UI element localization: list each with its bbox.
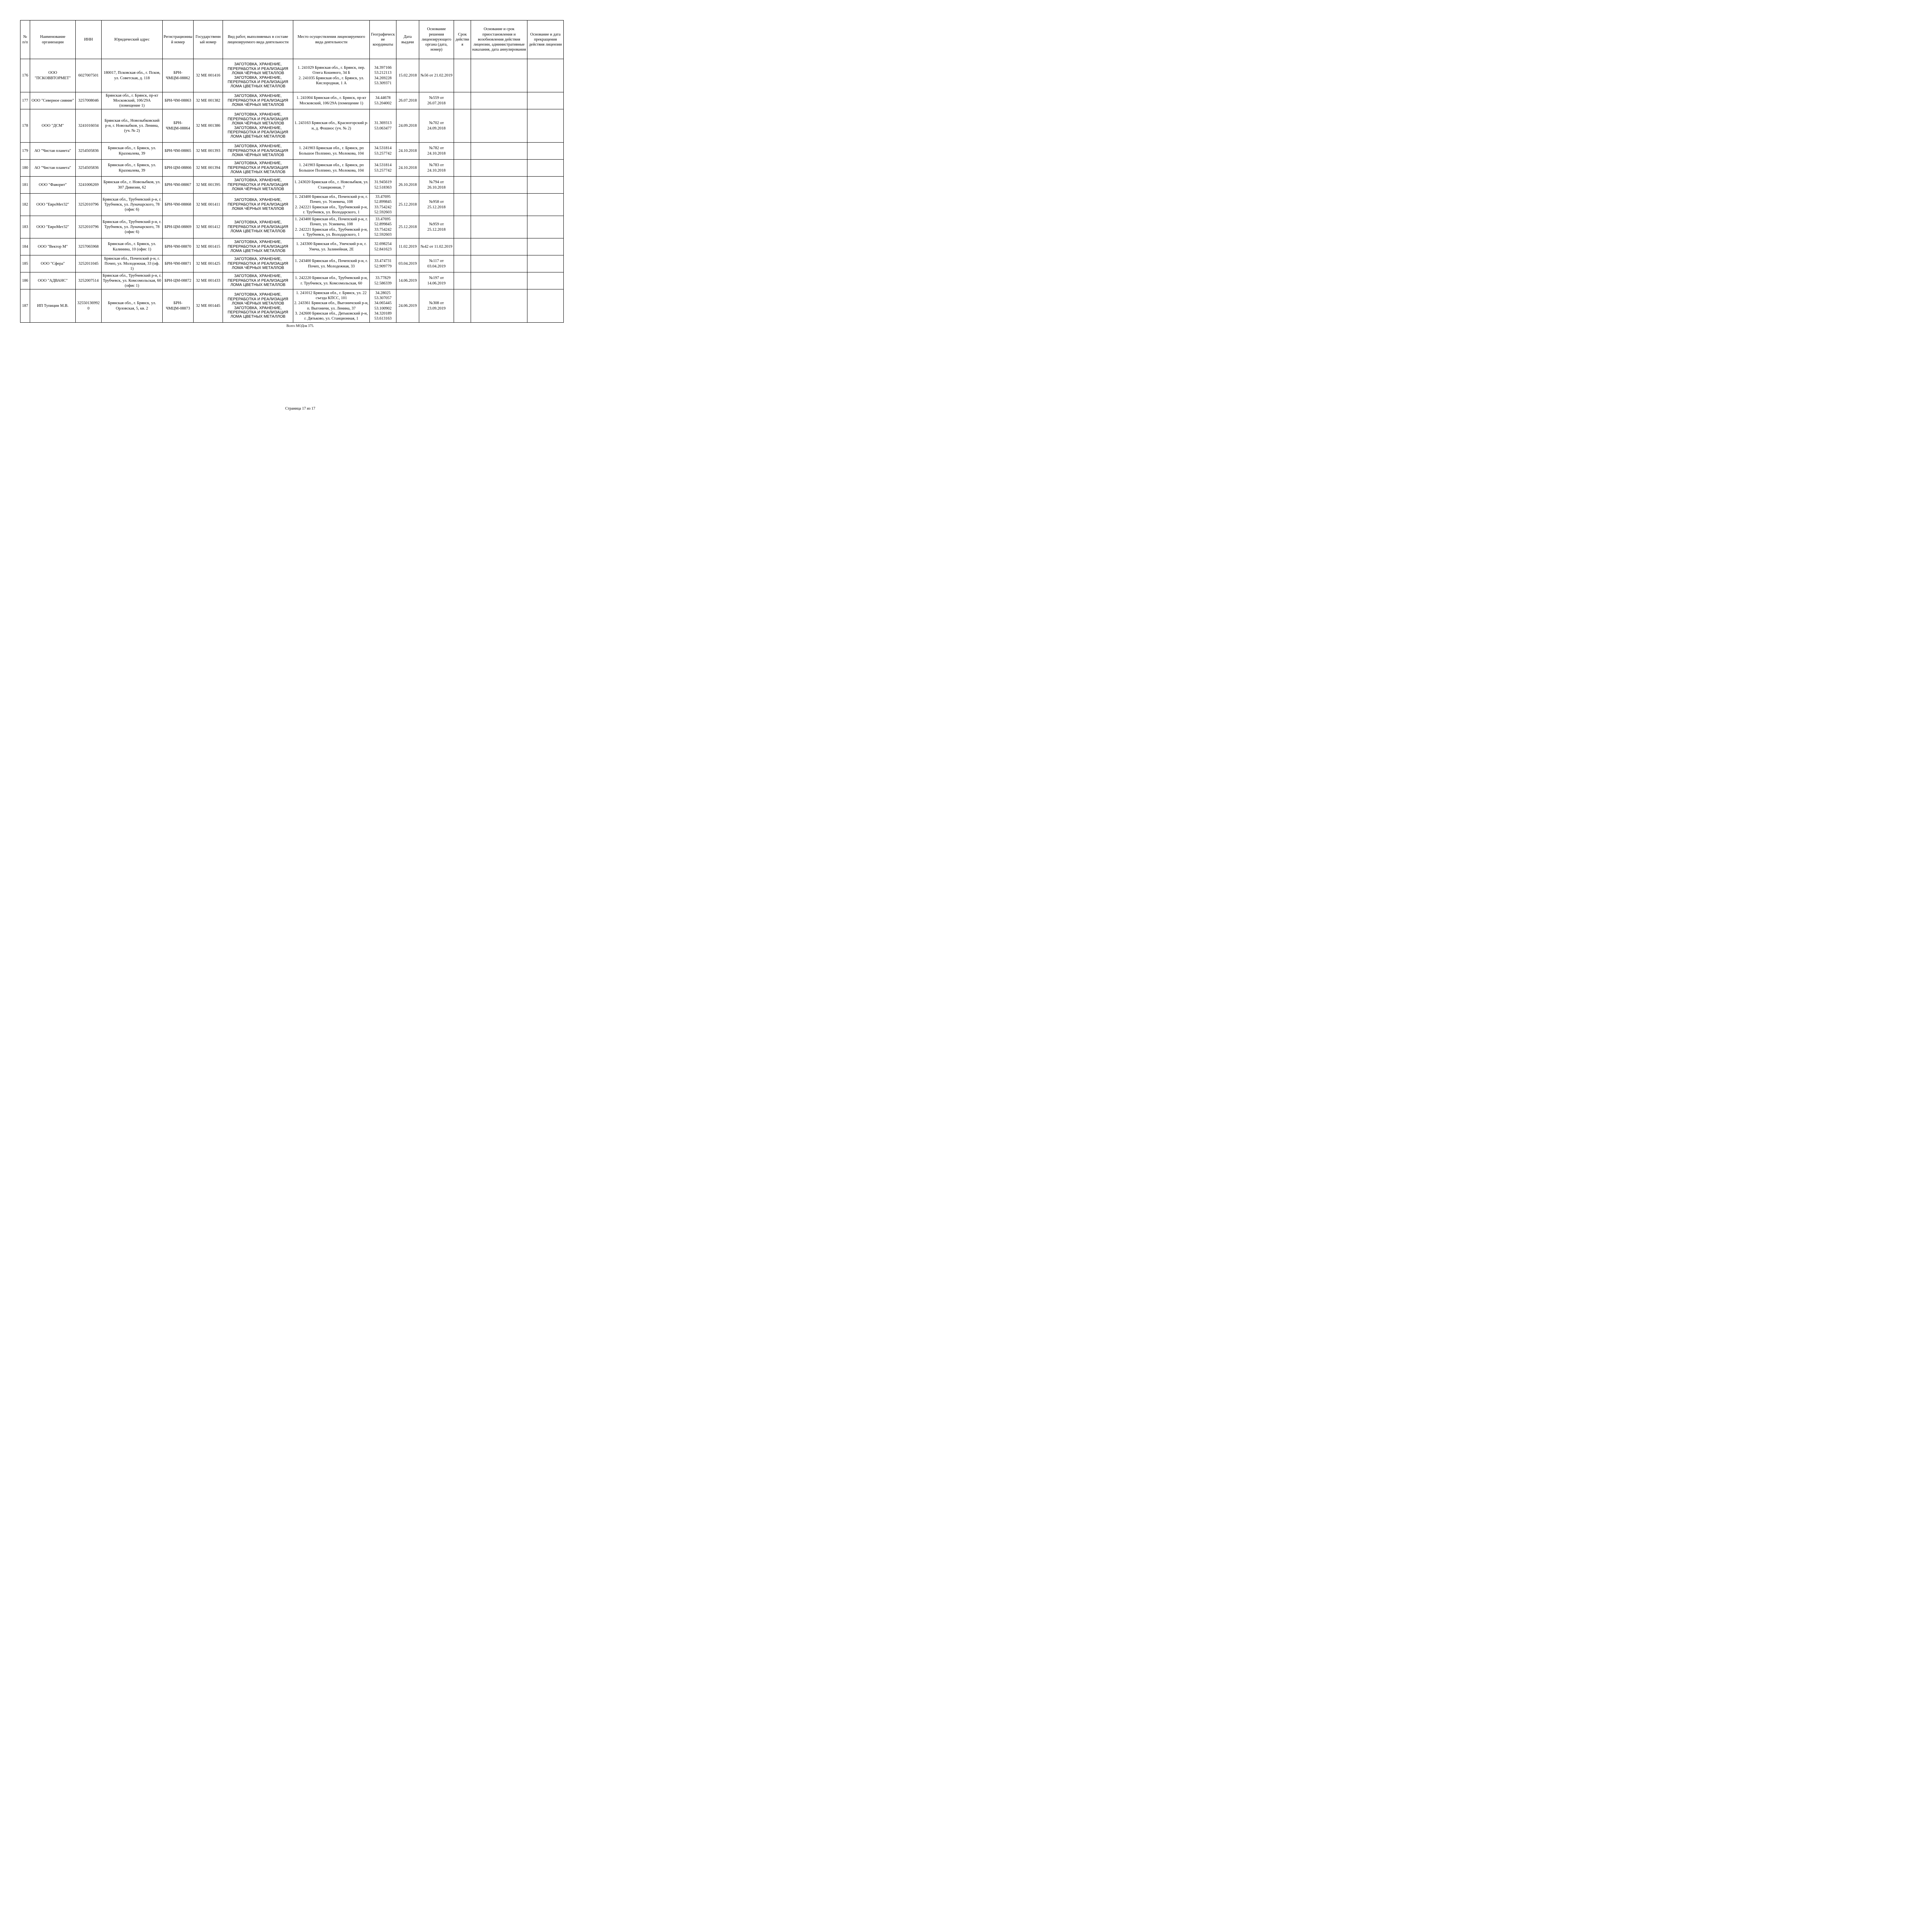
registration-number: БРН-ЧМ-08868 <box>163 194 194 216</box>
row-number: 186 <box>20 272 30 289</box>
legal-address: Брянская обл., г. Брянск, ул. Крахмалева, 39 <box>102 160 163 177</box>
column-header-validity: Срок действия <box>454 20 471 59</box>
issue-date: 25.12.2018 <box>396 194 419 216</box>
decision-basis: №794 от 26.10.2018 <box>419 177 454 194</box>
column-header-place: Место осуществления лицензируемого вида деятельности <box>293 20 370 59</box>
work-type-line: ЗАГОТОВКА, ХРАНЕНИЕ, <box>234 178 282 183</box>
table-header-row <box>20 20 564 59</box>
column-header-organization: Наименование организации <box>30 20 76 59</box>
work-type-line: ЛОМА ЧЁРНЫХ МЕТАЛЛОВ <box>231 187 284 192</box>
table-row <box>20 177 564 194</box>
work-type-line: ПЕРЕРАБОТКА И РЕАЛИЗАЦИЯ <box>228 244 288 249</box>
work-type-line: ЗАГОТОВКА, ХРАНЕНИЕ, <box>234 274 282 279</box>
column-header-decision-basis: Основание решения лицензирующего органа (дата, номер) <box>419 20 454 59</box>
work-type-line: ЗАГОТОВКА, ХРАНЕНИЕ, <box>234 126 282 130</box>
decision-basis: №56 от 21.02.2019 <box>419 59 454 92</box>
coordinates <box>370 194 396 216</box>
inn-value: 3252007514 <box>76 272 102 289</box>
registration-number: БРН-ЦМ-08869 <box>163 216 194 238</box>
row-number: 178 <box>20 109 30 143</box>
row-number: 184 <box>20 238 30 255</box>
column-header-legal-address: Юридический адрес <box>102 20 163 59</box>
work-type-line: ПЕРЕРАБОТКА И РЕАЛИЗАЦИЯ <box>228 225 288 229</box>
license-register-table <box>20 20 564 323</box>
validity-term <box>454 238 471 255</box>
legal-address: Брянская обл., Трубчевский р-н, г. Трубчевск, ул. Луначарского, 78 (офис 6) <box>102 194 163 216</box>
termination-info <box>527 289 564 323</box>
suspension-info <box>471 177 527 194</box>
work-type <box>223 272 293 289</box>
work-type-line: ЛОМА ЧЁРНЫХ МЕТАЛЛОВ <box>231 71 284 76</box>
inn-value: 3257008046 <box>76 92 102 109</box>
activity-place-line: 3. 242600 Брянская обл., Дятьковский р-н, г. Дятьково, ул. Станционная, 1 <box>295 311 368 321</box>
legal-address: Брянская обл., Трубчевский р-н, г. Трубчевск, ул. Луначарского, 78 (офис 6) <box>102 216 163 238</box>
suspension-info <box>471 59 527 92</box>
work-type-line: ПЕРЕРАБОТКА И РЕАЛИЗАЦИЯ <box>228 310 288 315</box>
issue-date: 24.09.2018 <box>396 109 419 143</box>
termination-info <box>527 143 564 160</box>
work-type-line: ПЕРЕРАБОТКА И РЕАЛИЗАЦИЯ <box>228 278 288 283</box>
activity-place-line: 1. 241004 Брянская обл., г. Брянск, пр-кт Московский, 106/29А (помещение 1) <box>296 96 366 105</box>
activity-place-line: 1. 243020 Брянская обл., г. Новозыбков, ул. Станционная, 7 <box>294 180 369 190</box>
work-type <box>223 59 293 92</box>
termination-info <box>527 92 564 109</box>
validity-term <box>454 59 471 92</box>
work-type-line: ЗАГОТОВКА, ХРАНЕНИЕ, <box>234 94 282 99</box>
registration-number: БРН-ЧМЦМ-08864 <box>163 109 194 143</box>
coordinates-line: 52.899845 <box>374 222 392 227</box>
registration-number: БРН-ЦМ-08866 <box>163 160 194 177</box>
coordinates-line: 52.592603 <box>374 210 392 214</box>
coordinates-line: 34.44678 <box>375 96 391 100</box>
registration-number: БРН-ЧМ-08871 <box>163 255 194 272</box>
work-type-line: ЛОМА ЧЁРНЫХ МЕТАЛЛОВ <box>231 103 284 107</box>
work-type <box>223 255 293 272</box>
row-number: 181 <box>20 177 30 194</box>
coordinates-line: 53.257742 <box>374 168 392 173</box>
inn-value: 3252011045 <box>76 255 102 272</box>
work-type-line: ЗАГОТОВКА, ХРАНЕНИЕ, <box>234 75 282 80</box>
registration-number: БРН-ЧМЦМ-08873 <box>163 289 194 323</box>
legal-address: 180017, Псковская обл., г. Псков, ул. Советская, д. 118 <box>102 59 163 92</box>
decision-basis: №117 от 03.04.2019 <box>419 255 454 272</box>
table-body <box>20 59 564 323</box>
coordinates-line: 34.320189 <box>374 311 392 316</box>
work-type-line: ПЕРЕРАБОТКА И РЕАЛИЗАЦИЯ <box>228 202 288 207</box>
decision-basis: №42 от 11.02.2019 <box>419 238 454 255</box>
state-number: 32 МЕ 001382 <box>194 92 223 109</box>
activity-place-line: 1. 241903 Брянская обл., г. Брянск, рп Большое Полпино, ул. Молокова, 104 <box>299 146 364 156</box>
issue-date: 15.02.2018 <box>396 59 419 92</box>
activity-place-line: 1. 241012 Брянская обл., г. Брянск, ул. 22 съезда КПСС, 101 <box>296 291 367 301</box>
activity-place <box>293 143 370 160</box>
legal-address: Брянская обл., Почепский р-н, г. Почеп, ул. Молодежная, 33 (оф. 1) <box>102 255 163 272</box>
coordinates-line: 52.592603 <box>374 232 392 237</box>
coordinates-line: 32.698254 <box>374 242 392 247</box>
coordinates-line: 34.531814 <box>374 146 392 151</box>
work-type <box>223 289 293 323</box>
work-type-line: ЛОМА ЦВЕТНЫХ МЕТАЛЛОВ <box>230 249 286 254</box>
coordinates-line: 52.586339 <box>374 281 392 286</box>
coordinates-line: 34.269228 <box>374 76 392 80</box>
validity-term <box>454 177 471 194</box>
activity-place <box>293 238 370 255</box>
issue-date: 03.04.2019 <box>396 255 419 272</box>
coordinates <box>370 272 396 289</box>
coordinates-line: 34.065445 <box>374 301 392 306</box>
work-type-line: ЗАГОТОВКА, ХРАНЕНИЕ, <box>234 293 282 297</box>
work-type-line: ПЕРЕРАБОТКА И РЕАЛИЗАЦИЯ <box>228 148 288 153</box>
organization-name: ООО "АДВАНС" <box>30 272 76 289</box>
coordinates-line: 31.369313 <box>374 121 392 126</box>
column-header-coordinates: Географические координаты <box>370 20 396 59</box>
legal-address: Брянская обл., Трубчевский р-н, г. Трубчевск, ул. Комсомольская, 60 (офис 1) <box>102 272 163 289</box>
registration-number: БРН-ЧМ-08863 <box>163 92 194 109</box>
suspension-info <box>471 194 527 216</box>
work-type-line: ЗАГОТОВКА, ХРАНЕНИЕ, <box>234 306 282 310</box>
activity-place-line: 2. 242221 Брянская обл., Трубчевский р-н, г. Трубчевск, ул. Володарского, 1 <box>295 227 368 237</box>
decision-basis: №782 от 24.10.2018 <box>419 143 454 160</box>
work-type <box>223 143 293 160</box>
suspension-info <box>471 216 527 238</box>
page-footer: Страница 17 из 17 <box>285 407 315 411</box>
state-number: 32 МЕ 001394 <box>194 160 223 177</box>
activity-place-line: 1. 243400 Брянская обл., Почепский р-н, г. Почеп, ул. Усиевича, 108 <box>295 217 368 227</box>
coordinates-line: 33.47695 <box>375 217 391 222</box>
row-number: 176 <box>20 59 30 92</box>
issue-date: 26.10.2018 <box>396 177 419 194</box>
coordinates <box>370 59 396 92</box>
state-number: 32 МЕ 001416 <box>194 59 223 92</box>
issue-date: 24.10.2018 <box>396 143 419 160</box>
work-type <box>223 92 293 109</box>
coordinates-line: 53.100902 <box>374 306 392 311</box>
activity-place <box>293 255 370 272</box>
decision-basis: №958 от 25.12.2018 <box>419 194 454 216</box>
table-row <box>20 194 564 216</box>
work-type-line: ПЕРЕРАБОТКА И РЕАЛИЗАЦИЯ <box>228 297 288 301</box>
work-type-line: ЛОМА ЦВЕТНЫХ МЕТАЛЛОВ <box>230 170 286 175</box>
table-row <box>20 216 564 238</box>
activity-place-line: 2. 243361 Брянская обл., Выгоничский р-н, п. Выгоничи, ул. Ленина, 37 <box>294 301 369 311</box>
coordinates-line: 33.77829 <box>375 276 391 281</box>
organization-name: ООО "ЕвроМет32" <box>30 216 76 238</box>
inn-value: 3254505836 <box>76 143 102 160</box>
legal-address: Брянская обл., г. Новозыбков, ул. 307 Дивизии, 62 <box>102 177 163 194</box>
work-type-line: ПЕРЕРАБОТКА И РЕАЛИЗАЦИЯ <box>228 261 288 266</box>
work-type-line: ЛОМА ЧЁРНЫХ МЕТАЛЛОВ <box>231 266 284 271</box>
coordinates <box>370 160 396 177</box>
table-row <box>20 143 564 160</box>
coordinates <box>370 216 396 238</box>
decision-basis: №197 от 14.06.2019 <box>419 272 454 289</box>
inn-value: 3257065968 <box>76 238 102 255</box>
registration-number: БРН-ЧМ-08870 <box>163 238 194 255</box>
issue-date: 26.07.2018 <box>396 92 419 109</box>
activity-place <box>293 216 370 238</box>
work-type-line: ЗАГОТОВКА, ХРАНЕНИЕ, <box>234 112 282 117</box>
work-type-line: ПЕРЕРАБОТКА И РЕАЛИЗАЦИЯ <box>228 66 288 71</box>
coordinates <box>370 109 396 143</box>
termination-info <box>527 238 564 255</box>
issue-date: 24.06.2019 <box>396 289 419 323</box>
issue-date: 24.10.2018 <box>396 160 419 177</box>
inn-value: 325501369920 <box>76 289 102 323</box>
activity-place-line: 1. 243163 Брянская обл., Красногорский р-н, д. Фошнос (уч. № 2) <box>294 121 368 131</box>
validity-term <box>454 289 471 323</box>
work-type <box>223 194 293 216</box>
column-header-work-type: Вид работ, выполняемых в составе лицензируемого вида деятельности <box>223 20 293 59</box>
work-type-line: ЗАГОТОВКА, ХРАНЕНИЕ, <box>234 220 282 225</box>
coordinates <box>370 143 396 160</box>
organization-name: ООО "Фаворит" <box>30 177 76 194</box>
coordinates-line: 33.47695 <box>375 195 391 199</box>
work-type-line: ЗАГОТОВКА, ХРАНЕНИЕ, <box>234 144 282 149</box>
issue-date: 11.02.2019 <box>396 238 419 255</box>
suspension-info <box>471 160 527 177</box>
coordinates-line: 33.754242 <box>374 205 392 209</box>
organization-name: ООО "ДСМ" <box>30 109 76 143</box>
inn-value: 3241006269 <box>76 177 102 194</box>
activity-place-line: 1. 243400 Брянская обл., Почепский р-н, г. Почеп, ул. Усиевича, 108 <box>295 195 368 204</box>
activity-place <box>293 194 370 216</box>
state-number: 32 МЕ 001393 <box>194 143 223 160</box>
activity-place-line: 2. 241035 Брянская обл., г. Брянск, ул. Кислородная, 1 А <box>298 76 364 85</box>
validity-term <box>454 194 471 216</box>
activity-place <box>293 59 370 92</box>
coordinates-line: 52.899845 <box>374 200 392 204</box>
organization-name: АО "Чистая планета" <box>30 160 76 177</box>
state-number: 32 МЕ 001411 <box>194 194 223 216</box>
table-row <box>20 289 564 323</box>
termination-info <box>527 194 564 216</box>
termination-info <box>527 272 564 289</box>
state-number: 32 МЕ 001415 <box>194 238 223 255</box>
activity-place-line: 1. 241903 Брянская обл., г. Брянск, рп Большое Полпино, ул. Молокова, 104 <box>299 163 364 173</box>
work-type-line: ПЕРЕРАБОТКА И РЕАЛИЗАЦИЯ <box>228 117 288 121</box>
decision-basis: №702 от 24.09.2018 <box>419 109 454 143</box>
validity-term <box>454 92 471 109</box>
column-header-suspension: Основание и срок приостановления и возобновления действия лицензии, административные наказания, дата аннулирования <box>471 20 527 59</box>
activity-place-line: 1. 242220 Брянская обл., Трубчевский р-н, г. Трубчевск, ул. Комсомольская, 60 <box>295 276 368 286</box>
coordinates <box>370 177 396 194</box>
organization-name: ООО "Северное сияние" <box>30 92 76 109</box>
state-number: 32 МЕ 001395 <box>194 177 223 194</box>
work-type-line: ЛОМА ЧЁРНЫХ МЕТАЛЛОВ <box>231 207 284 211</box>
row-number: 177 <box>20 92 30 109</box>
activity-place-line: 1. 243400 Брянская обл., Почепский р-н, г. Почеп, ул. Молодежная, 33 <box>295 259 368 269</box>
coordinates-line: 52.909779 <box>374 264 392 269</box>
work-type <box>223 177 293 194</box>
work-type-line: ЛОМА ЦВЕТНЫХ МЕТАЛЛОВ <box>230 315 286 319</box>
table-row <box>20 272 564 289</box>
table-row <box>20 59 564 92</box>
legal-address: Брянская обл., Новозыбковский р-н, г. Новозыбков, ул. Ленина, (уч. № 2) <box>102 109 163 143</box>
activity-place-line: 1. 241029 Брянская обл., г. Брянск, пер. Олега Кошевого, 34 Б <box>298 66 365 75</box>
coordinates <box>370 238 396 255</box>
inn-value: 3252010796 <box>76 216 102 238</box>
termination-info <box>527 177 564 194</box>
activity-place <box>293 289 370 323</box>
state-number: 32 МЕ 001425 <box>194 255 223 272</box>
registration-number: БРН-ЧМ-08865 <box>163 143 194 160</box>
decision-basis: №783 от 24.10.2018 <box>419 160 454 177</box>
legal-address: Брянская обл., г. Брянск, ул. Калинина, 10 (офис 1) <box>102 238 163 255</box>
coordinates-line: 53.613163 <box>374 316 392 321</box>
suspension-info <box>471 255 527 272</box>
work-type <box>223 160 293 177</box>
table-row <box>20 92 564 109</box>
column-header-number: № п/п <box>20 20 30 59</box>
issue-date: 14.06.2019 <box>396 272 419 289</box>
suspension-info <box>471 238 527 255</box>
decision-basis: №308 от 23.09.2019 <box>419 289 454 323</box>
coordinates-line: 53.204002 <box>374 101 392 105</box>
organization-name: ИП Тупицин М.В. <box>30 289 76 323</box>
termination-info <box>527 59 564 92</box>
row-number: 182 <box>20 194 30 216</box>
activity-place <box>293 160 370 177</box>
decision-basis: №559 от 26.07.2018 <box>419 92 454 109</box>
work-type-line: ЛОМА ЦВЕТНЫХ МЕТАЛЛОВ <box>230 283 286 288</box>
activity-place <box>293 109 370 143</box>
coordinates-line: 53.257742 <box>374 151 392 156</box>
coordinates-line: 53.063477 <box>374 126 392 131</box>
coordinates-line: 34.397166 <box>374 66 392 70</box>
coordinates-line: 52.518363 <box>374 185 392 190</box>
work-type-line: ЛОМА ЦВЕТНЫХ МЕТАЛЛОВ <box>230 134 286 139</box>
inn-value: 6027007501 <box>76 59 102 92</box>
row-number: 187 <box>20 289 30 323</box>
coordinates-line: 52.841623 <box>374 247 392 252</box>
work-type-line: ЛОМА ЦВЕТНЫХ МЕТАЛЛОВ <box>230 84 286 89</box>
work-type-line: ПЕРЕРАБОТКА И РЕАЛИЗАЦИЯ <box>228 130 288 134</box>
coordinates <box>370 92 396 109</box>
column-header-termination: Основание и дата прекращения действия лицензии <box>527 20 564 59</box>
work-type-line: ЛОМА ЧЁРНЫХ МЕТАЛЛОВ <box>231 121 284 126</box>
work-type <box>223 216 293 238</box>
coordinates-line: 34.28025 <box>375 291 391 295</box>
work-type-line: ПЕРЕРАБОТКА И РЕАЛИЗАЦИЯ <box>228 165 288 170</box>
row-number: 185 <box>20 255 30 272</box>
column-header-state-number: Государственный номер <box>194 20 223 59</box>
row-number: 180 <box>20 160 30 177</box>
coordinates-line: 53.307057 <box>374 296 392 301</box>
coordinates-line: 53.212113 <box>374 71 392 75</box>
registration-number: БРН-ЧМЦМ-08862 <box>163 59 194 92</box>
state-number: 32 МЕ 001433 <box>194 272 223 289</box>
termination-info <box>527 109 564 143</box>
work-type-line: ПЕРЕРАБОТКА И РЕАЛИЗАЦИЯ <box>228 80 288 84</box>
work-type <box>223 109 293 143</box>
work-type-line: ЛОМА ЧЁРНЫХ МЕТАЛЛОВ <box>231 153 284 158</box>
table-row <box>20 109 564 143</box>
total-note: Всего МОДов 375. <box>286 324 314 328</box>
suspension-info <box>471 92 527 109</box>
state-number: 32 МЕ 001445 <box>194 289 223 323</box>
validity-term <box>454 255 471 272</box>
suspension-info <box>471 143 527 160</box>
work-type <box>223 238 293 255</box>
state-number: 32 МЕ 001386 <box>194 109 223 143</box>
state-number: 32 МЕ 001412 <box>194 216 223 238</box>
column-header-issue-date: Дата выдачи <box>396 20 419 59</box>
work-type-line: ЗАГОТОВКА, ХРАНЕНИЕ, <box>234 198 282 202</box>
legal-address: Брянская обл., г. Брянск, пр-кт Московский, 106/29А (помещение 1) <box>102 92 163 109</box>
column-header-inn: ИНН <box>76 20 102 59</box>
activity-place <box>293 272 370 289</box>
work-type-line: ЛОМА ЦВЕТНЫХ МЕТАЛЛОВ <box>230 229 286 234</box>
termination-info <box>527 160 564 177</box>
termination-info <box>527 255 564 272</box>
validity-term <box>454 216 471 238</box>
termination-info <box>527 216 564 238</box>
work-type-line: ЗАГОТОВКА, ХРАНЕНИЕ, <box>234 240 282 245</box>
suspension-info <box>471 289 527 323</box>
work-type-line: ЗАГОТОВКА, ХРАНЕНИЕ, <box>234 161 282 166</box>
inn-value: 3252010796 <box>76 194 102 216</box>
coordinates <box>370 255 396 272</box>
activity-place <box>293 92 370 109</box>
suspension-info <box>471 109 527 143</box>
validity-term <box>454 160 471 177</box>
table-row <box>20 160 564 177</box>
work-type-line: ЗАГОТОВКА, ХРАНЕНИЕ, <box>234 62 282 67</box>
coordinates-line: 34.531814 <box>374 163 392 168</box>
validity-term <box>454 109 471 143</box>
registration-number: БРН-ЧМ-08867 <box>163 177 194 194</box>
coordinates-line: 31.945619 <box>374 180 392 185</box>
validity-term <box>454 143 471 160</box>
coordinates-line: 33.754242 <box>374 227 392 232</box>
table-row <box>20 238 564 255</box>
work-type-line: ЛОМА ЧЁРНЫХ МЕТАЛЛОВ <box>231 301 284 306</box>
coordinates <box>370 289 396 323</box>
issue-date: 25.12.2018 <box>396 216 419 238</box>
organization-name: ООО "ПСКОВВТОРМЕТ" <box>30 59 76 92</box>
table-row <box>20 255 564 272</box>
organization-name: ООО "Вектор М" <box>30 238 76 255</box>
work-type-line: ЗАГОТОВКА, ХРАНЕНИЕ, <box>234 257 282 262</box>
legal-address: Брянская обл., г. Брянск, ул. Орловская, 5, кв. 2 <box>102 289 163 323</box>
activity-place <box>293 177 370 194</box>
work-type-line: ПЕРЕРАБОТКА И РЕАЛИЗАЦИЯ <box>228 98 288 103</box>
coordinates-line: 53.309371 <box>374 81 392 85</box>
row-number: 183 <box>20 216 30 238</box>
activity-place-line: 1. 243300 Брянская обл., Унечский р-н, г. Унеча, ул. Залинейная, 2Е <box>296 242 367 252</box>
decision-basis: №959 от 25.12.2018 <box>419 216 454 238</box>
legal-address: Брянская обл., г. Брянск, ул. Крахмалева, 39 <box>102 143 163 160</box>
work-type-line: ПЕРЕРАБОТКА И РЕАЛИЗАЦИЯ <box>228 182 288 187</box>
registration-number: БРН-ЦМ-08872 <box>163 272 194 289</box>
column-header-registration-number: Регистрационный номер <box>163 20 194 59</box>
suspension-info <box>471 272 527 289</box>
inn-value: 3241016034 <box>76 109 102 143</box>
organization-name: ООО "Сфера" <box>30 255 76 272</box>
validity-term <box>454 272 471 289</box>
activity-place-line: 2. 242221 Брянская обл., Трубчевский р-н, г. Трубчевск, ул. Володарского, 1 <box>295 205 368 214</box>
coordinates-line: 33.474731 <box>374 259 392 264</box>
inn-value: 3254505836 <box>76 160 102 177</box>
row-number: 179 <box>20 143 30 160</box>
organization-name: ООО "ЕвроМет32" <box>30 194 76 216</box>
organization-name: АО "Чистая планета" <box>30 143 76 160</box>
